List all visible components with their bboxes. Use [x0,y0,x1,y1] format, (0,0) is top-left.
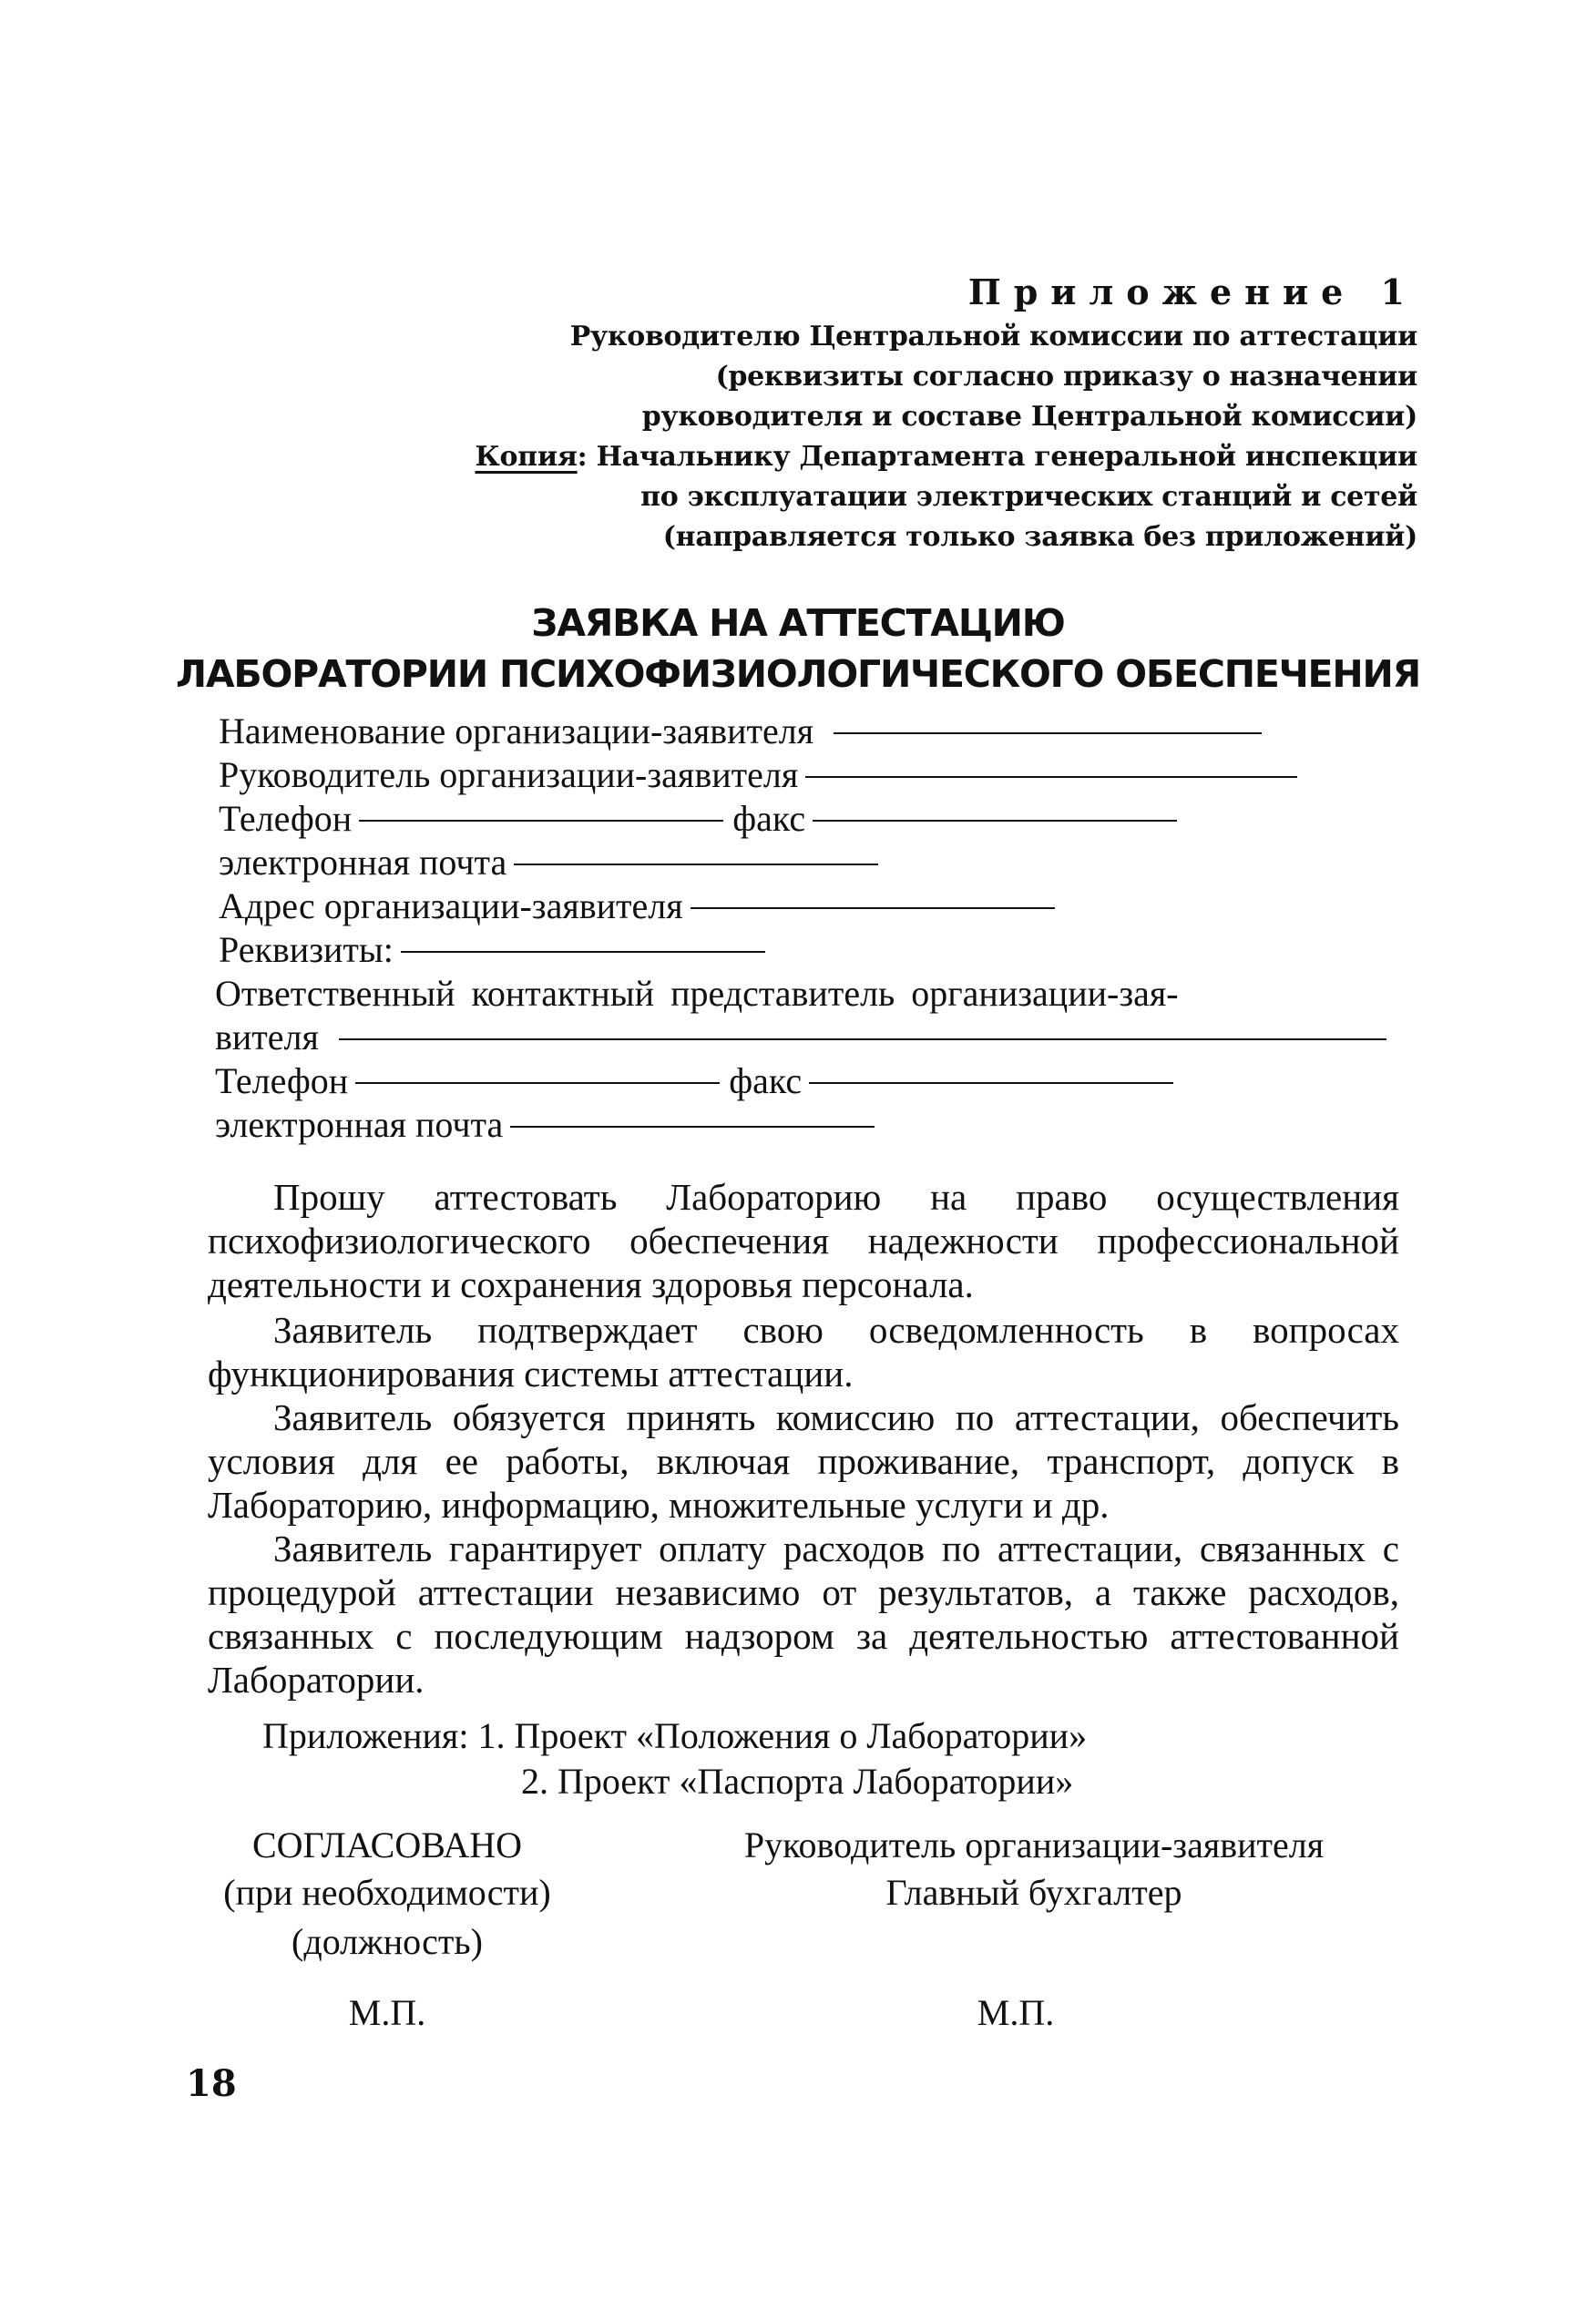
field-phone2-label: Телефон [215,1060,349,1101]
copy-text: : Начальнику Департамента генеральной инспекции [577,441,1417,473]
addressee-line-2: (реквизиты согласно приказу о назначении [715,361,1417,393]
field-org-head-blank [805,776,1297,778]
field-fax2-label: факс [729,1060,803,1101]
signer-head: Руководитель организации-заявителя [743,1824,1325,1865]
field-org-name [219,710,1262,752]
body-paragraph-1: Прошу аттестовать Лабораторию на право осуществления психофизиологического обеспечения надежности профессиональной деятельности и сохранения здоровья персонала. [208,1176,1399,1305]
attachments-label: Приложения: [262,1715,469,1756]
field-requisites-label: Реквизиты: [219,929,394,970]
field-phone-blank [359,820,723,822]
copy-line-2: по эксплуатации электрических станций и сетей [640,481,1417,513]
field-requisites [219,929,765,971]
copy-line-3: (направляется только заявка без приложений) [662,521,1417,553]
approved-position: (должность) [292,1921,483,1962]
field-contact-label: Ответственный контактный представитель организации-зая- [215,973,1179,1014]
appendix-title: Приложение 1 [967,271,1417,312]
field-org-name-label: Наименование организации-заявителя [219,710,814,751]
form-heading-line-1: ЗАЯВКА НА АТТЕСТАЦИЮ [531,601,1065,645]
field-fax2-blank [809,1082,1173,1084]
field-requisites-blank [401,951,765,953]
field-contact-label-2: вителя [215,1017,319,1058]
approved-label: СОГЛАСОВАНО [251,1824,523,1865]
field-email2-label: электронная почта [215,1104,504,1145]
field-contact-blank [339,1038,1386,1040]
page-number: 18 [186,2062,237,2105]
field-address [219,885,1055,927]
body-paragraph-4: Заявитель гарантирует оплату расходов по аттестации, связанных с процедурой аттестации независимо от результатов, а также расходов, связанных с последующим надзором за деятельностью аттестованной Лаборатории. [208,1528,1399,1701]
field-email-2 [215,1104,875,1146]
copy-label: Копия [475,441,578,473]
field-email2-blank [510,1126,875,1128]
field-address-blank [691,907,1055,909]
field-org-head [219,754,1297,796]
field-org-name-blank [834,732,1262,734]
field-phone2-blank [355,1082,720,1084]
field-phone-label: Телефон [219,798,353,839]
field-contact-line-2 [215,1017,1386,1058]
field-email-label: электронная почта [219,842,507,883]
approved-if-needed: (при необходимости) [223,1872,551,1913]
field-email-blank [514,864,878,865]
field-phone-fax [219,798,1177,840]
field-email [219,842,878,884]
addressee-line-3: руководителя и составе Центральной комиссии) [641,401,1417,433]
seal-right: М.П. [977,1992,1055,2033]
body-paragraph-2: Заявитель подтверждает свою осведомленность в вопросах функционирования системы аттестации. [208,1309,1399,1395]
field-org-head-label: Руководитель организации-заявителя [219,754,799,795]
field-fax-blank [813,820,1177,822]
field-address-label: Адрес организации-заявителя [219,885,683,926]
form-heading-line-2: ЛАБОРАТОРИИ ПСИХОФИЗИОЛОГИЧЕСКОГО ОБЕСПЕЧЕНИЯ [176,652,1420,696]
attachments-line-1 [262,1714,1087,1757]
attachment-item-2: 2. Проект «Паспорта Лаборатории» [521,1761,1074,1802]
signer-accountant: Главный бухгалтер [885,1872,1182,1913]
seal-left: М.П. [348,1992,426,2033]
copy-line-1 [475,441,1417,473]
field-contact-line-1 [215,973,1408,1015]
field-phone-fax-2 [215,1060,1173,1102]
addressee-line-1: Руководителю Центральной комиссии по аттестации [569,321,1417,353]
field-fax-label: факс [732,798,806,839]
attachment-item-1: 1. Проект «Положения о Лаборатории» [477,1715,1088,1756]
body-paragraph-3: Заявитель обязуется принять комиссию по аттестации, обеспечить условия для ее работы, включая проживание, транспорт, допуск в Лабораторию, информацию, множительные услуги и др. [208,1396,1399,1526]
